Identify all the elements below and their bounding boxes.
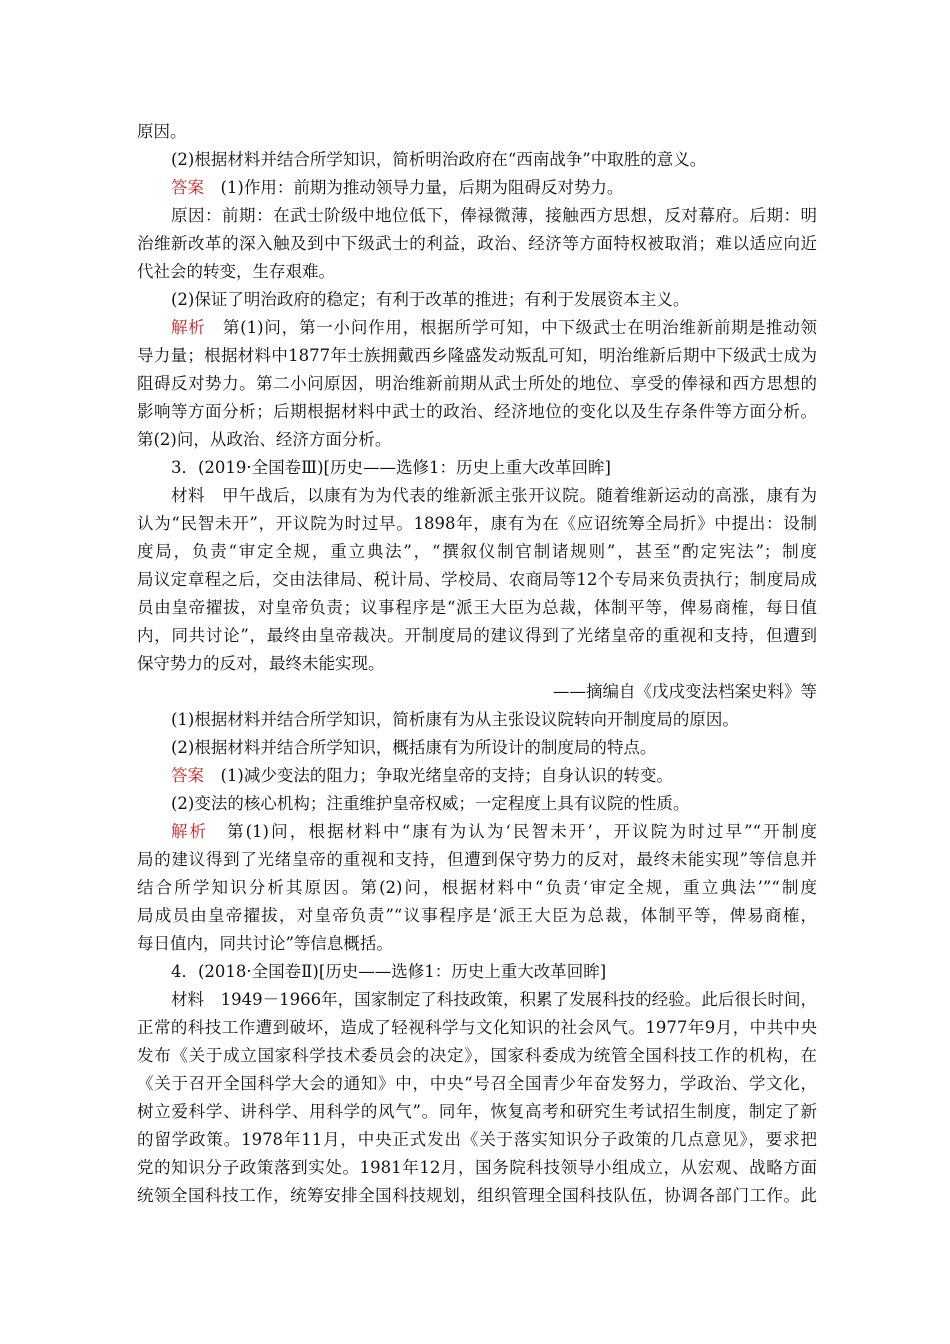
text-line: 局成员由皇帝擢拔，对皇帝负责”“议事程序是‘派王大臣为总裁，体制平等，俾易商榷， [137, 906, 817, 925]
text-line: 内，同共讨论”，最终由皇帝裁决。开制度局的建议得到了光绪皇帝的重视和支持，但遭到 [137, 626, 817, 645]
text-line: 原因：前期：在武士阶级中地位低下，俸禄微薄，接触西方思想，反对幕府。后期：明 [171, 206, 817, 225]
line-text: 第(1)问，根据材料中“康有为认为‘民智未开’，开议院为时过早”“开制度 [208, 822, 818, 841]
text-line [171, 314, 817, 341]
text-line: 局的建议得到了光绪皇帝的重视和支持，但遭到保守势力的反对，最终未能实现”等信息并 [137, 850, 817, 869]
text-line: ——摘编自《戊戌变法档案史料》等 [553, 682, 817, 701]
text-line: 3．(2019·全国卷Ⅲ)[历史——选修1：历史上重大改革回眸] [171, 458, 611, 477]
text-line: 党的知识分子政策落到实处。1981年12月，国务院科技领导小组成立，从宏观、战略方面 [137, 1158, 817, 1177]
text-line: 每日值内，同共讨论”等信息概括。 [137, 934, 393, 953]
line-text: 第(1)问，第一小问作用，根据所学可知，中下级武士在明治维新前期是推动领 [205, 318, 818, 337]
text-line: (1)根据材料并结合所学知识，简析康有为从主张设议院转向开制度局的原因。 [171, 710, 739, 729]
text-line: 治维新改革的深入触及到中下级武士的利益，政治、经济等方面特权被取消；难以适应向近 [137, 234, 817, 253]
text-line: 员由皇帝擢拔，对皇帝负责；议事程序是“派王大臣为总裁，体制平等，俾易商榷，每日值 [137, 598, 817, 617]
text-line: 《关于召开全国科学大会的通知》中，中央“号召全国青少年奋发努力，学政治、学文化， [137, 1074, 817, 1093]
section-label: 答案 [171, 178, 204, 197]
text-line: 度局，负责“审定全规，重立典法”，“撰叙仪制官制诸规则”，甚至“酌定宪法”；制度 [137, 542, 817, 561]
text-line: 代社会的转变，生存艰难。 [137, 262, 335, 281]
text-line: 结合所学知识分析其原因。第(2)问，根据材料中“负责‘审定全规，重立典法’”“制度 [137, 878, 817, 897]
text-line: (2)变法的核心机构；注重维护皇帝权威；一定程度上具有议院的性质。 [171, 794, 690, 813]
section-label: 答案 [171, 766, 204, 785]
text-line: (2)根据材料并结合所学知识，概括康有为所设计的制度局的特点。 [171, 738, 657, 757]
section-label: 解析 [171, 822, 209, 841]
text-line: 第(2)问，从政治、经济方面分析。 [137, 430, 392, 449]
text-line: 阻碍反对势力。第二小问原因，明治维新前期从武士所处的地位、享受的俸禄和西方思想的 [137, 374, 817, 393]
text-line: 材料 甲午战后，以康有为为代表的维新派主张开议院。随着维新运动的高涨，康有为 [171, 486, 817, 505]
text-line: 认为“民智未开”，开议院为时过早。1898年，康有为在《应诏统筹全局折》中提出：设制 [137, 514, 817, 533]
line-text: (1)作用：前期为推动领导力量，后期为阻碍反对势力。 [204, 178, 624, 197]
text-line: 4．(2018·全国卷Ⅱ)[历史——选修1：历史上重大改革回眸] [171, 962, 607, 981]
text-line: 导力量；根据材料中1877年士族拥戴西乡隆盛发动叛乱可知，明治维新后期中下级武士成为 [137, 346, 817, 365]
text-line: 统领全国科技工作，统筹安排全国科技规划，组织管理全国科技队伍，协调各部门工作。此 [137, 1186, 817, 1205]
text-line: 发布《关于成立国家科学技术委员会的决定》，国家科委成为统管全国科技工作的机构，在 [137, 1046, 817, 1065]
text-line: 影响等方面分析；后期根据材料中武士的政治、经济地位的变化以及生存条件等方面分析。 [137, 402, 817, 421]
section-label: 解析 [171, 318, 206, 337]
line-text: (1)减少变法的阻力；争取光绪皇帝的支持；自身认识的转变。 [204, 766, 673, 785]
text-line: 原因。 [137, 122, 187, 141]
text-line: (2)保证了明治政府的稳定；有利于改革的推进；有利于发展资本主义。 [171, 290, 690, 309]
text-line: 保守势力的反对，最终未能实现。 [137, 654, 385, 673]
text-line: 局议定章程之后，交由法律局、税计局、学校局、农商局等12个专局来负责执行；制度局成 [137, 570, 817, 589]
text-line: (2)根据材料并结合所学知识，简析明治政府在“西南战争”中取胜的意义。 [171, 150, 707, 169]
text-line: 树立爱科学、讲科学、用科学的风气”。同年，恢复高考和研究生考试招生制度，制定了新 [137, 1102, 817, 1121]
text-line: 材料 1949－1966年，国家制定了科技政策，积累了发展科技的经验。此后很长时间， [171, 990, 817, 1009]
text-line: 正常的科技工作遭到破坏，造成了轻视科学与文化知识的社会风气。1977年9月，中共中央 [137, 1018, 817, 1037]
text-line: 的留学政策。1978年11月，中央正式发出《关于落实知识分子政策的几点意见》，要求把 [137, 1130, 817, 1149]
text-line [171, 818, 817, 845]
text-line [171, 174, 817, 201]
text-line [171, 762, 817, 789]
